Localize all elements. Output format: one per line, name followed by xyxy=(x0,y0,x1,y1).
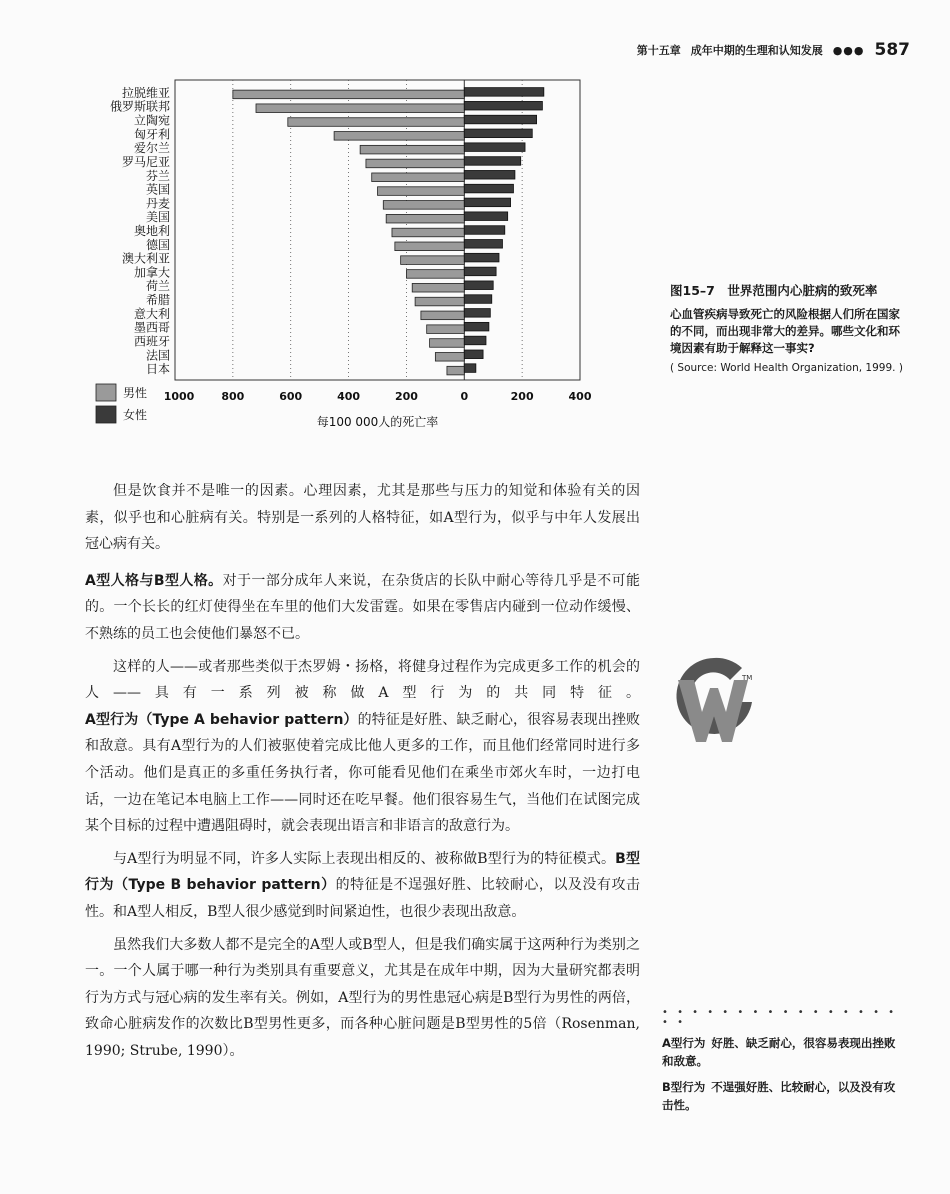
caption-title: 图15–7 世界范围内心脏病的致死率 xyxy=(670,283,878,298)
bar-female xyxy=(464,364,476,373)
trademark-label: TM xyxy=(742,674,753,682)
bar-female xyxy=(464,129,532,138)
bar-male xyxy=(360,145,464,154)
bar-female xyxy=(464,170,515,179)
x-tick-label: 1000 xyxy=(163,390,195,403)
category-label: 俄罗斯联邦 xyxy=(109,99,170,114)
bar-male xyxy=(233,90,464,99)
legend-swatch xyxy=(96,406,116,423)
category-label: 拉脱维亚 xyxy=(121,85,170,100)
bar-female xyxy=(464,143,525,152)
bar-female xyxy=(464,240,502,249)
category-label: 荷兰 xyxy=(145,279,170,294)
glossary-entry-a xyxy=(662,1034,902,1070)
paragraph-1: 但是饮食并不是唯一的因素。心理因素，尤其是那些与压力的知觉和体验有关的因素，似乎也和心脏病有关。特别是一系列的人格特征，如A型行为，似乎与中年人发展出冠心病有关。 xyxy=(85,483,640,553)
category-label: 墨西哥 xyxy=(133,320,170,335)
glossary-entry-b xyxy=(662,1078,902,1114)
running-header xyxy=(637,38,910,62)
x-axis-label: 每100 000人的死亡率 xyxy=(316,415,439,429)
category-label: 匈牙利 xyxy=(133,127,170,142)
caption-body: 心血管疾病导致死亡的风险根据人们所在国家的不同，而出现非常大的差异。哪些文化和环境因素有助于解释这一事实? xyxy=(670,307,900,355)
x-tick-label: 600 xyxy=(279,390,303,403)
category-label: 希腊 xyxy=(145,293,170,308)
category-label: 奥地利 xyxy=(133,224,170,238)
category-label: 意大利 xyxy=(133,306,170,321)
bar-female xyxy=(464,184,513,193)
caption-source: ( Source: World Health Organization, 1999. ) xyxy=(670,362,903,374)
x-tick-label: 800 xyxy=(221,390,245,403)
category-label: 丹麦 xyxy=(145,196,170,211)
bar-male xyxy=(435,353,464,362)
page-number: 587 xyxy=(874,40,910,60)
glossary-def-a: 好胜、缺乏耐心，很容易表现出挫败和敌意。 xyxy=(662,1036,896,1068)
paragraph-2-text: 对于一部分成年人来说，在杂货店的长队中耐心等待几乎是不可能的。一个长长的红灯使得坐在车里的他们大发雷霆。如果在零售店内碰到一位动作缓慢、不熟练的员工也会使他们暴怒不已。 xyxy=(85,572,641,642)
paragraph-4-a: 与A型行为明显不同，许多人实际上表现出相反的、被称做B型行为的特征模式。 xyxy=(113,850,616,867)
category-label: 芬兰 xyxy=(145,168,170,183)
paragraph-3-b: 的特征是好胜、缺乏耐心，很容易表现出挫败和敌意。具有A型行为的人们被驱使着完成比他人更多的工作，而且他们经常同时进行多个活动。他们是真正的多重任务执行者，你可能看见他们在乘坐市郊火车时，一边打电话，一边在笔记本电脑上工作——同时还在吃早餐。他们很容易生气，当他们在试图完成某个目标的过程中遭遇阻碍时，就会表现出语言和非语言的敌意行为。 xyxy=(85,711,640,835)
bar-male xyxy=(395,242,464,251)
bar-male xyxy=(401,256,465,265)
bar-female xyxy=(464,281,493,290)
x-tick-label: 400 xyxy=(568,390,592,403)
bar-male xyxy=(378,187,465,196)
glossary-term-a: A型行为 xyxy=(662,1036,706,1050)
bar-male xyxy=(386,214,464,223)
category-label: 立陶宛 xyxy=(133,113,170,128)
glossary-def-b: 不逞强好胜、比较耐心，以及没有攻击性。 xyxy=(662,1080,896,1112)
bar-female xyxy=(464,322,489,331)
bar-female xyxy=(464,350,483,359)
section-heading: A型人格与B型人格。 xyxy=(85,572,223,589)
chapter-title: 成年中期的生理和认知发展 xyxy=(690,44,823,57)
bar-female xyxy=(464,198,510,207)
chapter-label: 第十五章 xyxy=(636,44,681,57)
category-label: 西班牙 xyxy=(133,334,170,349)
term-type-b: B型行为（Type B behavior pattern） xyxy=(85,850,641,894)
x-tick-label: 400 xyxy=(337,390,361,403)
category-label: 加拿大 xyxy=(133,265,170,280)
legend-label: 女性 xyxy=(123,408,148,422)
bar-female xyxy=(464,336,486,345)
x-tick-label: 0 xyxy=(460,390,469,403)
bar-female xyxy=(464,212,507,221)
bar-female xyxy=(464,101,542,110)
bar-male xyxy=(334,132,464,141)
bar-female xyxy=(464,157,520,166)
category-label: 英国 xyxy=(145,182,170,197)
bar-male xyxy=(421,311,464,320)
paragraph-3-a: 这样的人——或者那些类似于杰罗姆・扬格，将健身过程作为完成更多工作的机会的人——具有一系列被称做A型行为的共同特征。 xyxy=(85,658,640,702)
bar-female xyxy=(464,295,491,304)
paragraph-2 xyxy=(85,568,640,648)
x-tick-label: 200 xyxy=(394,390,418,403)
glossary-term-b: B型行为 xyxy=(662,1080,706,1094)
margin-glossary xyxy=(662,1008,902,1122)
figure-caption xyxy=(670,282,905,375)
paragraph-3 xyxy=(85,654,640,840)
body-text xyxy=(85,478,640,1064)
glossary-dots: • • • • • • • • • • • • • • • • • • xyxy=(662,1007,898,1028)
bar-female xyxy=(464,226,505,235)
category-label: 罗马尼亚 xyxy=(121,154,170,169)
bar-male xyxy=(430,339,465,348)
category-label: 澳大利亚 xyxy=(121,251,170,266)
category-label: 爱尔兰 xyxy=(133,141,170,156)
bar-male xyxy=(288,118,464,127)
bar-male xyxy=(392,228,464,237)
bar-male xyxy=(415,297,464,306)
legend-label: 男性 xyxy=(123,386,148,400)
paragraph-4-b: 的特征是不逞强好胜、比较耐心，以及没有攻击性。和A型人相反，B型人很少感觉到时间紧迫性，也很少表现出敌意。 xyxy=(85,877,641,920)
bar-female xyxy=(464,267,496,276)
paragraph-5: 虽然我们大多数人都不是完全的A型人或B型人，但是我们确实属于这两种行为类别之一。一个人属于哪一种行为类别具有重要意义，尤其是在成年中期，因为大量研究都表明行为方式与冠心病的发生率有关。例如，A型行为的男性患冠心病是B型行为男性的两倍，致命心脏病发作的次数比B型男性更多，而各种心脏问题是B型男性的5倍（Rosenman, 1990; Strube, 1990）。 xyxy=(85,936,640,1059)
term-type-a: A型行为（Type A behavior pattern） xyxy=(85,711,358,728)
bar-male xyxy=(447,366,464,375)
bar-male xyxy=(256,104,464,113)
cw-logo-icon xyxy=(668,650,760,750)
bar-female xyxy=(464,115,536,124)
category-label: 美国 xyxy=(145,210,170,225)
bar-male xyxy=(372,173,465,182)
bar-male xyxy=(427,325,465,334)
paragraph-4 xyxy=(85,846,640,926)
bar-female xyxy=(464,88,544,97)
heart-disease-chart xyxy=(90,68,600,438)
header-dots: ●●● xyxy=(832,43,865,57)
category-label: 法国 xyxy=(145,348,170,363)
bar-male xyxy=(383,201,464,210)
bar-male xyxy=(406,270,464,279)
bar-female xyxy=(464,309,490,318)
bar-male xyxy=(412,283,464,292)
bar-female xyxy=(464,253,499,262)
category-label: 德国 xyxy=(145,237,170,252)
legend-swatch xyxy=(96,384,116,401)
bar-male xyxy=(366,159,464,168)
category-label: 日本 xyxy=(145,362,170,377)
x-tick-label: 200 xyxy=(510,390,534,403)
